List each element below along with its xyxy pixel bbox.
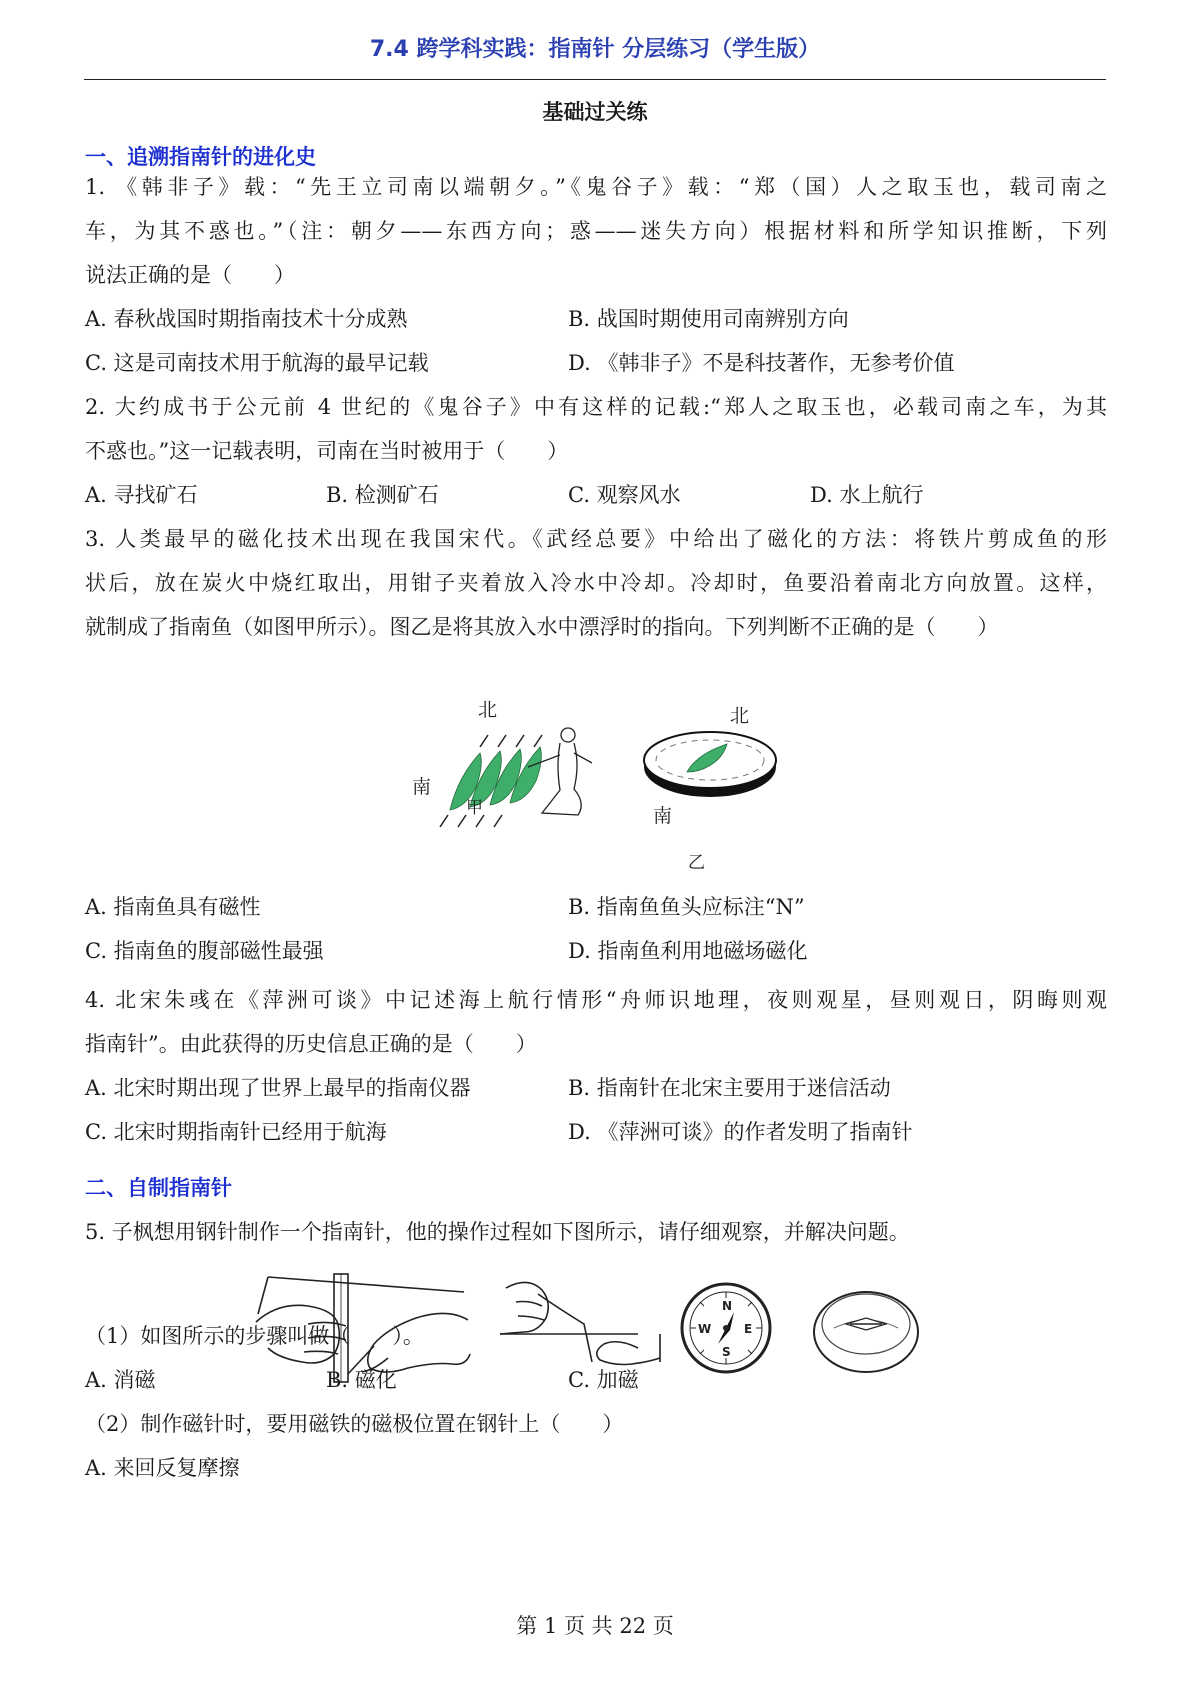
q4-option-d[interactable]: D. 《萍洲可谈》的作者发明了指南针 (568, 1120, 913, 1144)
q3-option-d[interactable]: D. 指南鱼利用地磁场磁化 (568, 939, 808, 963)
q2-line-1: 2. 大约成书于公元前 4 世纪的《鬼谷子》中有这样的记载:“郑人之取玉也，必载司南之车，为其 (85, 395, 1107, 419)
q5-sub1-option-c[interactable]: C. 加磁 (568, 1368, 639, 1392)
q5-sub2-option-a[interactable]: A. 来回反复摩擦 (85, 1456, 240, 1480)
south-label-yi: 南 (653, 805, 673, 827)
q1-option-b[interactable]: B. 战国时期使用司南辨别方向 (568, 307, 849, 331)
q5-sub1-option-a[interactable]: A. 消磁 (85, 1368, 156, 1392)
water-basin-icon (644, 732, 776, 797)
hand-holding-needle-icon (500, 1282, 660, 1364)
q3-line-2: 状后，放在炭火中烧红取出，用钳子夹着放入冷水中冷却。冷却时，鱼要沿着南北方向放置。这样， (85, 571, 1107, 595)
q5-sub1-text: （1）如图所示的步骤叫做（ ）。 (85, 1324, 424, 1348)
q5-line-1: 5. 子枫想用钢针制作一个指南针，他的操作过程如下图所示，请仔细观察，并解决问题。 (85, 1220, 910, 1244)
compass-letter-w: W (698, 1322, 712, 1336)
q3-option-a[interactable]: A. 指南鱼具有磁性 (85, 895, 261, 919)
document-title: 7.4 跨学科实践：指南针 分层练习（学生版） (369, 37, 821, 62)
q4-option-a[interactable]: A. 北宋时期出现了世界上最早的指南仪器 (85, 1076, 471, 1100)
q1-line-1: 1. 《韩非子》载：“先王立司南以端朝夕。”《鬼谷子》载：“郑（国）人之取玉也，载司南之 (85, 175, 1107, 199)
q3-option-b[interactable]: B. 指南鱼鱼头应标注“N” (568, 895, 805, 919)
q1-option-a[interactable]: A. 春秋战国时期指南技术十分成熟 (85, 307, 408, 331)
section-heading-history: 一、追溯指南针的进化史 (85, 145, 316, 169)
q1-line-3: 说法正确的是（ ） (85, 263, 295, 287)
q1-line-2: 车，为其不惑也。”（注：朝夕——东西方向；惑——迷失方向）根据材料和所学知识推断，下列 (85, 219, 1107, 243)
north-arrow-lines (480, 735, 542, 747)
q1-option-d[interactable]: D. 《韩非子》不是科技著作，无参考价值 (568, 351, 955, 375)
north-label-jia: 北 (478, 699, 498, 721)
q3-option-c[interactable]: C. 指南鱼的腹部磁性最强 (85, 939, 324, 963)
figure-yi (635, 702, 795, 872)
q4-line-2: 指南针”。由此获得的历史信息正确的是（ ） (85, 1032, 537, 1056)
south-label-jia: 南 (412, 776, 432, 798)
q2-line-2: 不惑也。”这一记载表明，司南在当时被用于（ ） (85, 439, 569, 463)
figure-label-jia: 甲 (466, 798, 483, 818)
page-footer: 第 1 页 共 22 页 (516, 1614, 674, 1638)
q4-line-1: 4. 北宋朱彧在《萍洲可谈》中记述海上航行情形“舟师识地理，夜则观星，昼则观日，阴晦则观 (85, 988, 1107, 1012)
q4-option-c[interactable]: C. 北宋时期指南针已经用于航海 (85, 1120, 387, 1144)
compass-icon (682, 1284, 770, 1372)
section-heading-diy: 二、自制指南针 (85, 1176, 232, 1200)
north-label-yi: 北 (730, 705, 750, 727)
q2-option-c[interactable]: C. 观察风水 (568, 483, 681, 507)
q3-line-1: 3. 人类最早的磁化技术出现在我国宋代。《武经总要》中给出了磁化的方法：将铁片剪成鱼的形 (85, 527, 1107, 551)
compass-letter-n: N (722, 1299, 733, 1313)
q5-sub2-text: （2）制作磁针时，要用磁铁的磁极位置在钢针上（ ） (85, 1412, 624, 1436)
compass-letter-s: S (722, 1345, 731, 1359)
q2-option-d[interactable]: D. 水上航行 (810, 483, 924, 507)
q3-line-3: 就制成了指南鱼（如图甲所示）。图乙是将其放入水中漂浮时的指向。下列判断不正确的是（ ） (85, 615, 999, 639)
q2-option-b[interactable]: B. 检测矿石 (326, 483, 439, 507)
header-rule (84, 79, 1106, 80)
q2-option-a[interactable]: A. 寻找矿石 (85, 483, 198, 507)
q1-option-c[interactable]: C. 这是司南技术用于航海的最早记载 (85, 351, 429, 375)
q5-sub1-option-b[interactable]: B. 磁化 (326, 1368, 397, 1392)
compass-letter-e: E (744, 1322, 753, 1336)
floating-needle-bowl-icon (814, 1292, 918, 1372)
q4-option-b[interactable]: B. 指南针在北宋主要用于迷信活动 (568, 1076, 891, 1100)
practice-level-title: 基础过关练 (542, 100, 648, 124)
south-labels-jia (410, 768, 530, 878)
figure-label-yi: 乙 (688, 853, 705, 872)
